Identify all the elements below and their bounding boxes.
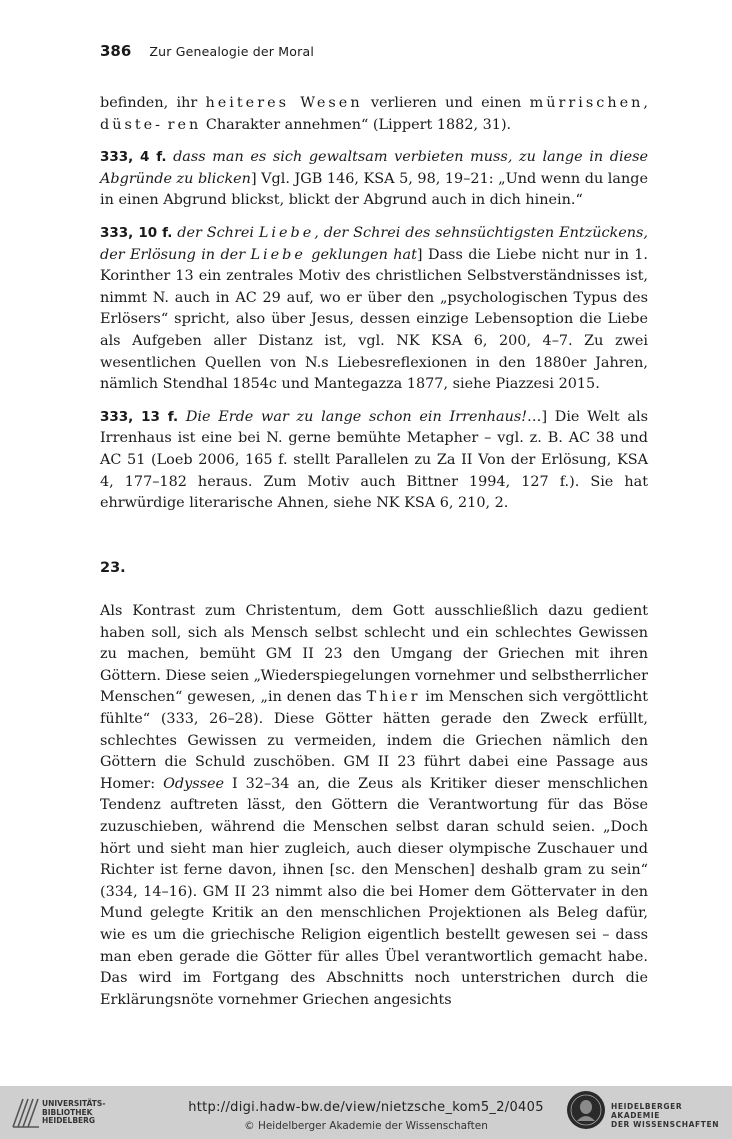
lemma: dass man es sich gewaltsam verbieten muss, zu lange in diese Abgründe zu blicken	[100, 149, 649, 187]
body-text	[100, 601, 648, 1011]
section-heading: 23.	[100, 560, 126, 576]
source-url[interactable]: http://digi.hadw-bw.de/view/nietzsche_kom5_2/0405	[188, 1100, 544, 1115]
running-title: Zur Genealogie der Moral	[149, 44, 314, 59]
line-reference: 333, 13 f.	[100, 408, 179, 425]
running-head	[100, 42, 314, 66]
commentary-entry: 333, 10 f. der Schrei Liebe, der Schrei des sehnsüchtigsten Entzückens, der Erlösung in der Liebe geklungen hat] Dass die Liebe nicht nur in 1. Korinther 13 ein zentrales Motiv des christlichen Selbstverständnisses ist, nimmt N. auch in AC 29 auf, wo er über den „psychologischen Typus des Erlösers“ spricht, also über Jesus, dessen einzige Lebensoption die Liebe als Aufgeben aller Distanz ist, vgl. NK KSA 6, 200, 4–7. Zu zwei wesentlichen Quellen von N.s Liebesreflexionen in den 1880er Jahren, nämlich Stendhal 1854c und Mantegazza 1877, siehe Piazzesi 2015.	[100, 224, 649, 393]
academy-seal-icon	[567, 1091, 605, 1129]
academy-name: HEIDELBERGER AKADEMIE DER WISSENSCHAFTEN	[611, 1102, 720, 1129]
lemma: der Schrei Liebe, der Schrei des sehnsüchtigsten Entzückens, der Erlösung in der Liebe geklungen hat	[100, 224, 649, 263]
copyright-notice: © Heidelberger Akademie der Wissenschaften	[244, 1120, 488, 1132]
library-name: UNIVERSITÄTS- BIBLIOTHEK HEIDELBERG	[42, 1099, 106, 1125]
paragraph-continuation: befinden, ihr heiteres Wesen verlieren und einen mürrischen, düste- ren Charakter annehmen“ (Lippert 1882, 31).	[100, 95, 648, 133]
commentary-entry: 333, 13 f. Die Erde war zu lange schon ein Irrenhaus!…] Die Welt als Irrenhaus ist eine bei N. gerne bemühte Metapher – vgl. z. B. AC 38 und AC 51 (Loeb 2006, 165 f. stellt Parallelen zu Za II Von der Erlösung, KSA 4, 177–182 heraus. Zum Motiv auch Bittner 1994, 127 f.). Sie hat ehrwürdige literarische Ahnen, siehe NK KSA 6, 210, 2.	[100, 408, 648, 512]
line-reference: 333, 10 f.	[100, 224, 173, 241]
commentary-block	[100, 93, 648, 526]
body-paragraph: Als Kontrast zum Christentum, dem Gott ausschließlich dazu gedient haben soll, sich als Mensch selbst schlecht und ein schlechtes Gewissen zu machen, bemüht GM II 23 den Umgang der Griechen mit ihren Göttern. Diese seien „Wiederspiegelungen vornehmer und selbstherrlicher Menschen“ gewesen, „in denen das Thier im Menschen sich vergöttlicht fühlte“ (333, 26–28). Diese Götter hätten gerade den Zweck erfüllt, schlechtes Gewissen zu vermeiden, indem die Griechen nämlich den Göttern die Schuld zuschöben. GM II 23 führt dabei eine Passage aus Homer: Odyssee I 32–34 an, die Zeus als Kritiker dieser menschlichen Tendenz auftreten lässt, den Göttern die Verantwortung für das Böse zuzuschieben, während die Menschen selbst daran schuld seien. „Doch hört und sieht man hier zugleich, auch dieser olympische Zuschauer und Richter ist ferne davon, ihnen [sc. den Menschen] deshalb gram zu sein“ (334, 14–16). GM II 23 nimmt also die bei Homer dem Göttervater in den Mund gelegte Kritik an den menschlichen Projektionen als Beleg dafür, wie es um die griechische Religion eigentlich bestellt gewesen sei – dass man eben gerade die Götter für alles Übel verantwortlich gemacht habe. Das wird im Fortgang des Abschnitts noch unterstrichen durch die Erklärungsnöte vornehmer Griechen angesichts	[100, 603, 648, 1008]
page-number: 386	[100, 42, 132, 60]
lemma: Die Erde war zu lange schon ein Irrenhaus!	[185, 408, 528, 425]
line-reference: 333, 4 f.	[100, 149, 167, 166]
footer-bar	[0, 1086, 732, 1139]
commentary-entry: 333, 4 f. dass man es sich gewaltsam verbieten muss, zu lange in diese Abgründe zu blicken] Vgl. JGB 146, KSA 5, 98, 19–21: „Und wenn du lange in einen Abgrund blickst, blickt der Abgrund auch in dich hinein.“	[100, 149, 649, 209]
